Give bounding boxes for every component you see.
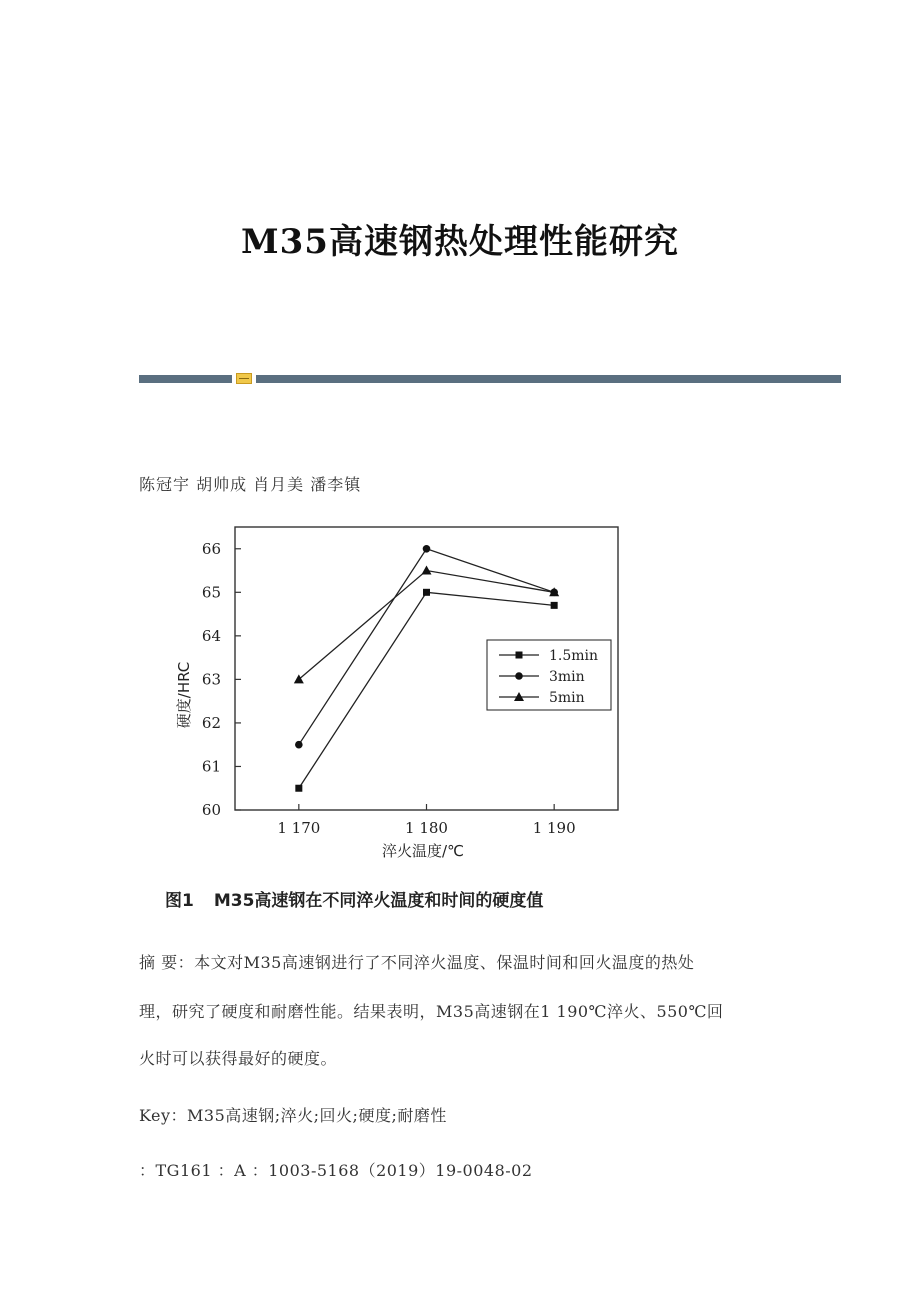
figure-caption-text: M35高速钢在不同淬火温度和时间的硬度值 [213,891,544,911]
y-tick-label: 66 [201,539,221,558]
y-tick-label: 61 [201,757,221,776]
data-point-1.5min [423,589,430,596]
y-axis-label: 硬度/HRC [175,661,193,729]
x-tick-label: 1 180 [405,819,448,837]
paper-title: M35高速钢热处理性能研究 [241,222,679,262]
classification-info: ：TG161 ：A ：1003-5168（2019）19-0048-02 [139,1161,533,1180]
keywords: Key：M35高速钢;淬火;回火;硬度;耐磨性 [139,1106,447,1125]
x-axis-label: 淬火温度/℃ [382,842,464,860]
header-rule-right [256,375,841,383]
data-point-3min [295,741,303,749]
y-tick-label: 62 [201,713,221,732]
legend-label: 3min [549,669,585,685]
figure-caption [165,886,543,911]
y-tick-label: 64 [201,626,221,645]
y-tick-label: 60 [201,801,221,819]
authors: 陈冠宇 胡帅成 肖月美 潘李镇 [139,475,362,494]
data-point-5min [422,566,432,575]
hardness-chart [165,515,625,865]
abstract-line-3: 火时可以获得最好的硬度。 [139,1049,338,1068]
abstract-line-1: 摘 要：本文对M35高速钢进行了不同淬火温度、保温时间和回火温度的热处 [139,953,695,972]
legend-marker [516,652,523,659]
legend-label: 1.5min [549,648,599,664]
y-tick-label: 65 [201,583,221,602]
x-tick-label: 1 170 [277,819,321,837]
legend-label: 5min [549,690,585,706]
figure-label: 图1 [165,891,194,911]
header-rule-icon [236,373,252,384]
data-point-1.5min [551,602,558,609]
header-rule-left [139,375,232,383]
data-point-1.5min [295,785,302,792]
x-tick-label: 1 190 [532,819,576,837]
y-tick-label: 63 [201,670,221,689]
data-point-3min [423,545,431,553]
legend-marker [515,672,523,680]
abstract-line-2: 理，研究了硬度和耐磨性能。结果表明，M35高速钢在1 190℃淬火、550℃回 [139,1002,724,1021]
